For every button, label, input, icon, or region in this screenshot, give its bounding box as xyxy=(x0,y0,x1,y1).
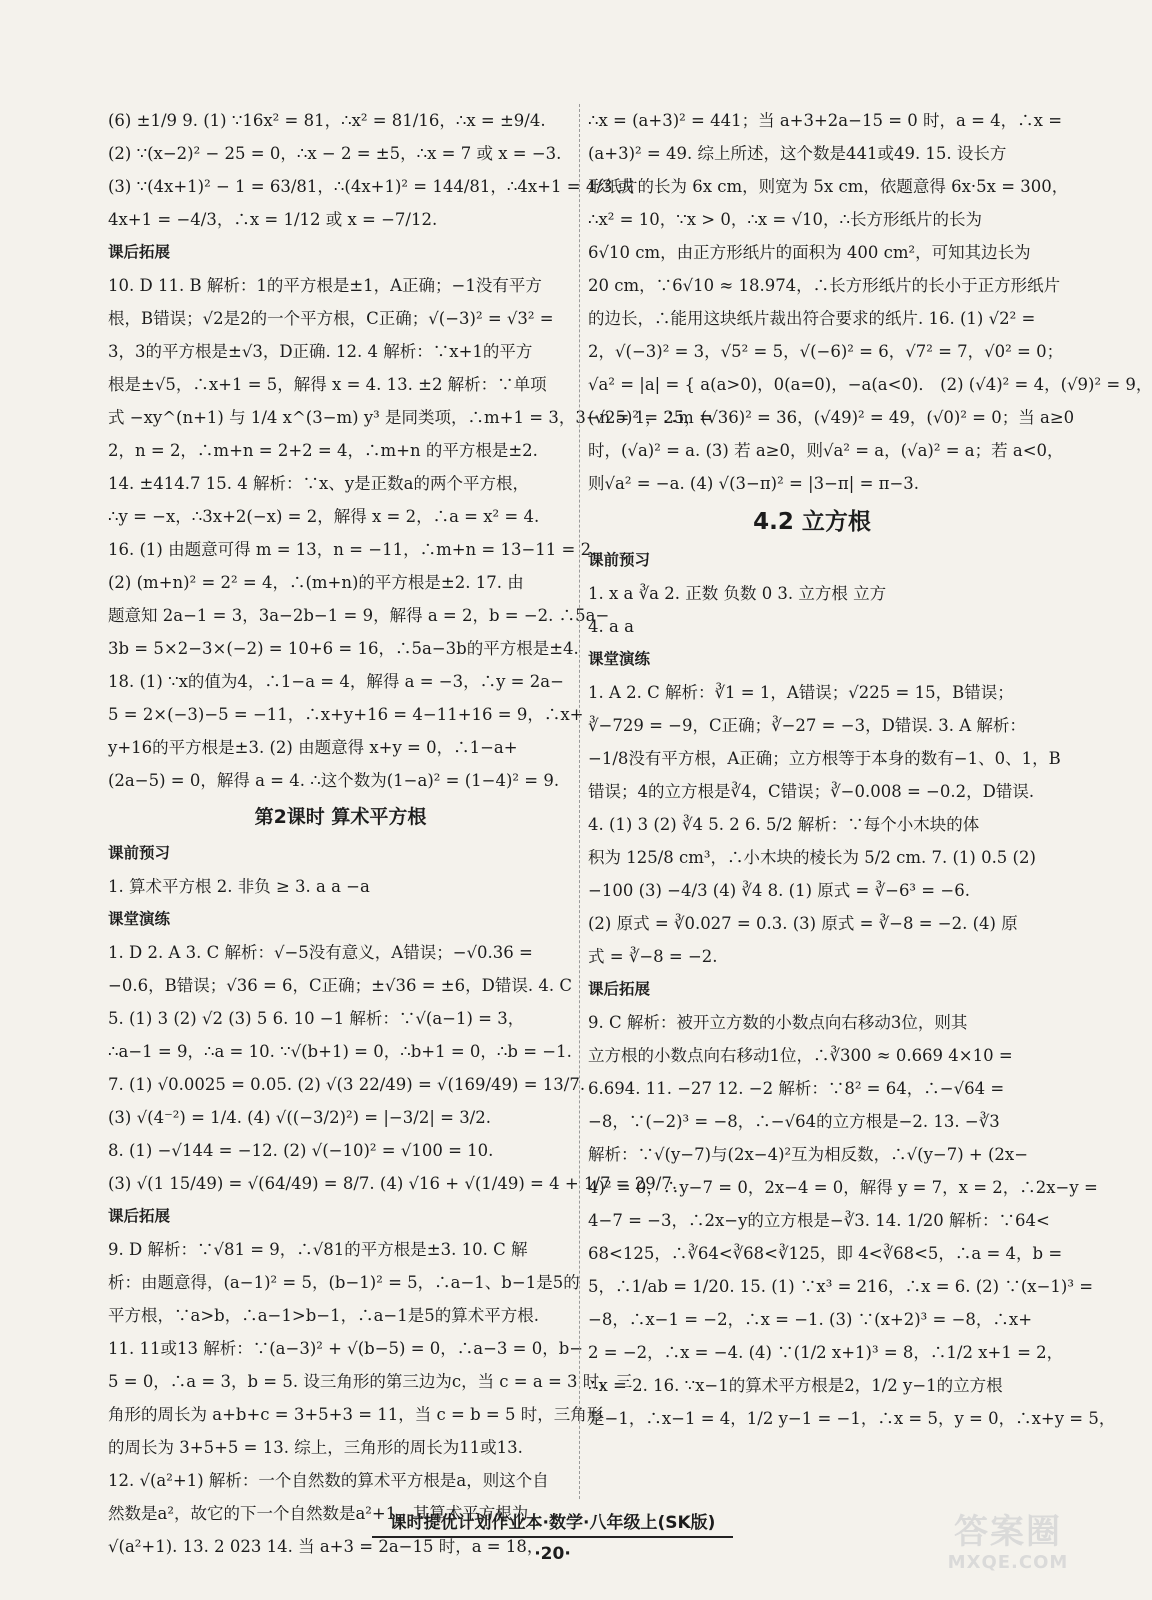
right-line: 解析：∵√(y−7)与(2x−4)²互为相反数，∴√(y−7) + (2x− xyxy=(588,1145,1029,1164)
left-line: 根是±√5，∴x+1 = 5，解得 x = 4. 13. ±2 解析：∵单项 xyxy=(108,375,547,394)
right-line: −100 (3) −4/3 (4) ∛4 8. (1) 原式 = ∛−6³ = −6. xyxy=(588,881,970,900)
right-line: 4. a a xyxy=(588,617,634,636)
right-line: 4. (1) 3 (2) ∛4 5. 2 6. 5/2 解析：∵每个小木块的体 xyxy=(588,815,980,834)
left-line: 的周长为 3+5+5 = 13. 综上，三角形的周长为11或13. xyxy=(108,1438,523,1457)
right-line: 2 = −2，∴x = −4. (4) ∵(1/2 x+1)³ = 8，∴1/2 x+1 = 2， xyxy=(588,1343,1064,1362)
left-line: −0.6，B错误；√36 = 6，C正确；±√36 = ±6，D错误. 4. C xyxy=(108,976,572,995)
left-line: 10. D 11. B 解析：1的平方根是±1，A正确；−1没有平方 xyxy=(108,276,542,295)
right-line: ∴x = (a+3)² = 441；当 a+3+2a−15 = 0 时，a = 4，∴x = xyxy=(588,111,1063,130)
left-section: 课堂演练 xyxy=(108,910,171,928)
left-line: (6) ±1/9 9. (1) ∵16x² = 81，∴x² = 81/16，∴x = ±9/4. xyxy=(108,111,546,130)
left-line: y+16的平方根是±3. (2) 由题意得 x+y = 0，∴1−a+ xyxy=(108,738,518,757)
left-line: (2) ∵(x−2)² − 25 = 0，∴x − 2 = ±5，∴x = 7 或 x = −3. xyxy=(108,144,562,163)
page-number: ·20· xyxy=(534,1544,571,1564)
right-line: ∴x = 2. 16. ∵x−1的算术平方根是2，1/2 y−1的立方根 xyxy=(588,1376,1003,1395)
right-line: (2) 原式 = ∛0.027 = 0.3. (3) 原式 = ∛−8 = −2. (4) 原 xyxy=(588,914,1018,933)
right-line: 9. C 解析：被开立方数的小数点向右移动3位，则其 xyxy=(588,1013,968,1032)
left-line: 3，3的平方根是±√3，D正确. 12. 4 解析：∵x+1的平方 xyxy=(108,342,533,361)
left-line: 然数是a²，故它的下一个自然数是a²+1，其算术平方根为 xyxy=(108,1504,529,1523)
right-line: 6.694. 11. −27 12. −2 解析：∵8² = 64，∴−√64 = xyxy=(588,1079,1005,1098)
left-line: √(a²+1). 13. 2 023 14. 当 a+3 = 2a−15 时，a = 18， xyxy=(108,1537,544,1556)
left-line: 式 −xy^(n+1) 与 1/4 x^(3−m) y³ 是同类项，∴m+1 = 3，3−n = 1，∴m = xyxy=(108,408,713,427)
left-section: 课前预习 xyxy=(108,844,171,862)
right-line: 形纸片的长为 6x cm，则宽为 5x cm，依题意得 6x·5x = 300， xyxy=(588,177,1069,196)
right-section: 课前预习 xyxy=(588,551,651,569)
left-line: 8. (1) −√144 = −12. (2) √(−10)² = √100 = 10. xyxy=(108,1141,494,1160)
right-line: −1/8没有平方根，A正确；立方根等于本身的数有−1、0、1，B xyxy=(588,749,1061,768)
right-section: 课堂演练 xyxy=(588,650,651,668)
right-line: 5，∴1/ab = 1/20. 15. (1) ∵x³ = 216，∴x = 6. (2) ∵(x−1)³ = xyxy=(588,1277,1094,1296)
right-section: 课后拓展 xyxy=(588,980,651,998)
left-heading: 第2课时 算术平方根 xyxy=(254,806,427,828)
right-line: 立方根的小数点向右移动1位，∴∛300 ≈ 0.669 4×10 = xyxy=(588,1046,1013,1065)
left-line: 平方根，∵a>b，∴a−1>b−1，∴a−1是5的算术平方根. xyxy=(108,1306,539,1325)
right-line: 2，√(−3)² = 3，√5² = 5，√(−6)² = 6，√7² = 7，√0² = 0； xyxy=(588,342,1064,361)
watermark-logo xyxy=(933,1512,1083,1582)
left-line: 1. D 2. A 3. C 解析：√−5没有意义，A错误；−√0.36 = xyxy=(108,943,533,962)
right-line: −8，∴x−1 = −2，∴x = −1. (3) ∵(x+2)³ = −8，∴x+ xyxy=(588,1310,1033,1329)
left-line: (3) √(1 15/49) = √(64/49) = 8/7. (4) √16 + √(1/49) = 4 + 1/7 = 29/7. xyxy=(108,1174,678,1193)
left-line: (2a−5) = 0，解得 a = 4. ∴这个数为(1−a)² = (1−4)² = 9. xyxy=(108,771,560,790)
right-line: 则√a² = −a. (4) √(3−π)² = |3−π| = π−3. xyxy=(588,474,920,493)
left-line: 5 = 0，∴a = 3，b = 5. 设三角形的第三边为c，当 c = a = 3 时，三 xyxy=(108,1372,633,1391)
left-line: 析：由题意得，(a−1)² = 5，(b−1)² = 5，∴a−1、b−1是5的 xyxy=(108,1273,580,1292)
watermark-url: MXQE.COM xyxy=(947,1552,1069,1573)
watermark-text: 答案圈 xyxy=(954,1512,1062,1552)
left-line: 7. (1) √0.0025 = 0.05. (2) √(3 22/49) = √(169/49) = 13/7. xyxy=(108,1075,586,1094)
left-line: 16. (1) 由题意可得 m = 13，n = −11，∴m+n = 13−11 = 2. xyxy=(108,540,597,559)
left-line: (2) (m+n)² = 2² = 4，∴(m+n)的平方根是±2. 17. 由 xyxy=(108,573,524,592)
right-line: 20 cm，∵6√10 ≈ 18.974，∴长方形纸片的长小于正方形纸片 xyxy=(588,276,1061,295)
right-line: 时，(√a)² = a. (3) 若 a≥0，则√a² = a，(√a)² = a；若 a<0， xyxy=(588,441,1064,460)
left-line: 14. ±414.7 15. 4 解析：∵x、y是正数a的两个平方根， xyxy=(108,474,529,493)
right-line: 68<125，∴∛64<∛68<∛125，即 4<∛68<5，∴a = 4，b = xyxy=(588,1244,1063,1263)
left-line: (3) √(4⁻²) = 1/4. (4) √((−3/2)²) = |−3/2| = 3/2. xyxy=(108,1108,491,1127)
right-line: 1. x a ∛a 2. 正数 负数 0 3. 立方根 立方 xyxy=(588,584,887,603)
left-section: 课后拓展 xyxy=(108,243,171,261)
left-line: 2，n = 2，∴m+n = 2+2 = 4，∴m+n 的平方根是±2. xyxy=(108,441,538,460)
right-line: 式 = ∛−8 = −2. xyxy=(588,947,718,966)
right-line: 的边长，∴能用这块纸片裁出符合要求的纸片. 16. (1) √2² = xyxy=(588,309,1036,328)
right-line: 6√10 cm，由正方形纸片的面积为 400 cm²，可知其边长为 xyxy=(588,243,1031,262)
left-line: 根，B错误；√2是2的一个平方根，C正确；√(−3)² = √3² = xyxy=(108,309,554,328)
right-line: 积为 125/8 cm³，∴小木块的棱长为 5/2 cm. 7. (1) 0.5 (2) xyxy=(588,848,1036,867)
left-line: 9. D 解析：∵√81 = 9，∴√81的平方根是±3. 10. C 解 xyxy=(108,1240,528,1259)
left-line: 角形的周长为 a+b+c = 3+5+3 = 11，当 c = b = 5 时，三角形 xyxy=(108,1405,604,1424)
right-line: 1. A 2. C 解析：∛1 = 1，A错误；√225 = 15，B错误； xyxy=(588,683,1014,702)
right-line: (a+3)² = 49. 综上所述，这个数是441或49. 15. 设长方 xyxy=(588,144,1007,163)
left-line: 18. (1) ∵x的值为4，∴1−a = 4，解得 a = −3，∴y = 2a− xyxy=(108,672,564,691)
left-line: 5 = 2×(−3)−5 = −11，∴x+y+16 = 4−11+16 = 9，∴x+ xyxy=(108,705,584,724)
left-line: ∴y = −x，∴3x+2(−x) = 2，解得 x = 2，∴a = x² = 4. xyxy=(108,507,540,526)
left-line: 4x+1 = −4/3，∴x = 1/12 或 x = −7/12. xyxy=(108,210,438,229)
left-line: 12. √(a²+1) 解析：一个自然数的算术平方根是a，则这个自 xyxy=(108,1471,549,1490)
left-line: 3b = 5×2−3×(−2) = 10+6 = 16，∴5a−3b的平方根是±4. xyxy=(108,639,579,658)
right-line: ∛−729 = −9，C正确；∛−27 = −3，D错误. 3. A 解析： xyxy=(588,716,1026,735)
left-line: (3) ∵(4x+1)² − 1 = 63/81，∴(4x+1)² = 144/81，∴4x+1 = 4/3 或 xyxy=(108,177,635,196)
column-divider xyxy=(579,104,580,1499)
left-line: 11. 11或13 解析：∵(a−3)² + √(b−5) = 0，∴a−3 = 0，b− xyxy=(108,1339,584,1358)
right-line: −8，∵(−2)³ = −8，∴−√64的立方根是−2. 13. −∛3 xyxy=(588,1112,1000,1131)
right-line: 错误；4的立方根是∛4，C错误；∛−0.008 = −0.2，D错误. xyxy=(588,782,1035,801)
left-line: ∴a−1 = 9，∴a = 10. ∵√(b+1) = 0，∴b+1 = 0，∴b = −1. xyxy=(108,1042,572,1061)
right-column xyxy=(588,104,1152,1435)
footer-title: 课时提优计划作业本·数学·八年级上(SK版) xyxy=(372,1508,734,1538)
right-line: 4)² = 0，∴y−7 = 0，2x−4 = 0，解得 y = 7，x = 2，∴2x−y = xyxy=(588,1178,1098,1197)
left-section: 课后拓展 xyxy=(108,1207,171,1225)
right-line: (√25)² = 25，(√36)² = 36，(√49)² = 49，(√0)² = 0；当 a≥0 xyxy=(588,408,1075,427)
right-line: √a² = |a| = { a(a>0)，0(a=0)，−a(a<0)． (2) (√4)² = 4，(√9)² = 9， xyxy=(588,375,1152,394)
left-line: 5. (1) 3 (2) √2 (3) 5 6. 10 −1 解析：∵√(a−1) = 3， xyxy=(108,1009,525,1028)
right-bigheading: 4.2 立方根 xyxy=(753,509,871,535)
left-line: 题意知 2a−1 = 3，3a−2b−1 = 9，解得 a = 2，b = −2. ∴5a− xyxy=(108,606,610,625)
right-line: 4−7 = −3，∴2x−y的立方根是−∛3. 14. 1/20 解析：∵64< xyxy=(588,1211,1050,1230)
left-line: 1. 算术平方根 2. 非负 ≥ 3. a a −a xyxy=(108,877,370,896)
right-line: 是−1，∴x−1 = 4，1/2 y−1 = −1，∴x = 5，y = 0，∴x+y = 5， xyxy=(588,1409,1116,1428)
right-line: ∴x² = 10，∵x > 0，∴x = √10，∴长方形纸片的长为 xyxy=(588,210,982,229)
